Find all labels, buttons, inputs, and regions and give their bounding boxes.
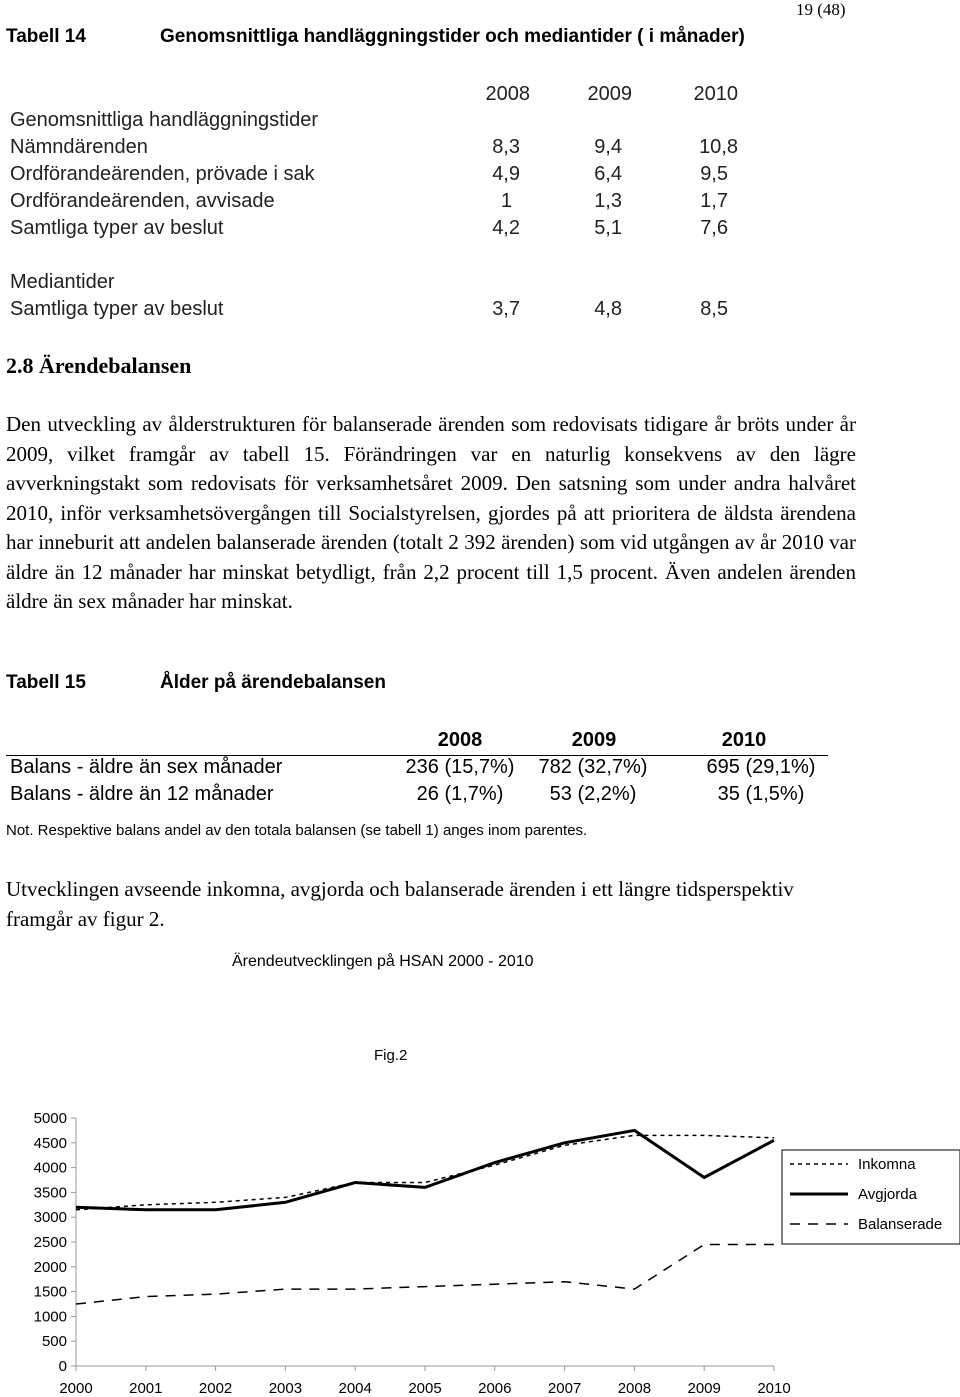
- row-label: Balans - äldre än sex månader: [10, 756, 283, 778]
- cell: 1,7: [700, 190, 728, 212]
- table14-section-title: Mediantider: [10, 271, 115, 293]
- row-label: Samtliga typer av beslut: [10, 217, 224, 239]
- cell: 53 (2,2%): [549, 783, 637, 805]
- y-tick-label: 4000: [33, 1159, 67, 1177]
- table15-title: Ålder på ärendebalansen: [160, 672, 386, 693]
- cell: 6,4: [594, 163, 622, 185]
- x-tick-label: 2010: [757, 1380, 791, 1397]
- chart-subtitle: Fig.2: [374, 1047, 408, 1064]
- table14-label: Tabell 14: [6, 26, 86, 47]
- table14-year-2008: 2008: [485, 83, 530, 105]
- cell: 4,9: [492, 163, 520, 185]
- x-tick-label: 2005: [408, 1380, 442, 1397]
- table14-section-title: Genomsnittliga handläggningstider: [10, 109, 318, 131]
- cell: 7,6: [700, 217, 728, 239]
- chart-axes: [34, 1110, 791, 1397]
- x-tick-label: 2006: [478, 1380, 512, 1397]
- x-tick-label: 2008: [617, 1380, 652, 1397]
- y-tick-label: 1500: [33, 1283, 67, 1301]
- row-label: Nämndärenden: [10, 136, 148, 158]
- x-tick-label: 2003: [268, 1380, 303, 1397]
- cell: 26 (1,7%): [416, 783, 504, 805]
- y-tick-label: 500: [41, 1333, 67, 1351]
- cell: 9,4: [594, 136, 622, 158]
- body-paragraph: [6, 875, 826, 934]
- legend-label: Inkomna: [858, 1156, 916, 1173]
- legend-label: Avgjorda: [858, 1186, 917, 1203]
- table14-year-2009: 2009: [587, 83, 632, 105]
- chart-title: Ärendeutvecklingen på HSAN 2000 - 2010: [232, 953, 534, 970]
- cell: 3,7: [492, 298, 520, 320]
- y-tick-label: 5000: [33, 1110, 67, 1127]
- series-line-balanserade: [76, 1245, 774, 1305]
- paragraph-text: Utvecklingen avseende inkomna, avgjorda och balanserade ärenden i ett längre tidsperspektiv framgår av figur 2.: [6, 877, 794, 931]
- cell: 8,5: [700, 298, 728, 320]
- series-line-avgjorda: [76, 1130, 774, 1209]
- cell: 8,3: [492, 136, 520, 158]
- y-tick-label: 3500: [33, 1184, 67, 1202]
- table15-note: Not. Respektive balans andel av den totala balansen (se tabell 1) anges inom parentes.: [6, 822, 588, 839]
- x-tick-label: 2000: [59, 1380, 93, 1397]
- row-label: Ordförandeärenden, avvisade: [10, 190, 275, 212]
- table15-label: Tabell 15: [6, 672, 86, 693]
- y-tick-label: 1000: [33, 1308, 67, 1326]
- chart-series: [76, 1130, 774, 1304]
- cell: 35 (1,5%): [717, 783, 805, 805]
- page-number: 19 (48): [796, 0, 846, 19]
- y-tick-label: 3000: [33, 1209, 67, 1227]
- body-paragraph: [6, 410, 856, 617]
- table15-year-2009: 2009: [571, 729, 617, 751]
- cell: 5,1: [594, 217, 622, 239]
- cell: 9,5: [700, 163, 728, 185]
- paragraph-text: Den utveckling av ålderstrukturen för balanserade ärenden som redovisats tidigare år bröts under år 2009, vilket framgår av tabell 15. Förändringen var en naturlig konsekvens av den lägre avverkningstakt som redovisats för verksamhetsåret 2009. Den satsning som under andra halvåret 2010, inför verksamhetsövergången till Socialstyrelsen, gjordes på att prioritera de äldsta ärendena har inneburit att andelen balanserade ärenden (totalt 2 392 ärenden) som vid utgången av år 2010 var äldre än 12 månader har minskat betydligt, från 2,2 procent till 1,5 procent. Även andelen ärenden äldre än sex månader har minskat.: [6, 412, 856, 613]
- table15-year-2008: 2008: [437, 729, 483, 751]
- cell: 4,8: [594, 298, 622, 320]
- chart-legend: [782, 1150, 960, 1244]
- y-tick-label: 2000: [33, 1258, 67, 1276]
- table14-year-2010: 2010: [693, 83, 738, 105]
- row-label: Balans - äldre än 12 månader: [10, 783, 274, 805]
- cell: 782 (32,7%): [538, 756, 648, 778]
- row-label: Ordförandeärenden, prövade i sak: [10, 163, 315, 185]
- y-tick-label: 2500: [33, 1234, 67, 1251]
- series-line-inkomna: [76, 1135, 774, 1209]
- x-tick-label: 2002: [198, 1380, 233, 1397]
- y-tick-label: 0: [58, 1358, 67, 1375]
- y-tick-label: 4500: [33, 1134, 67, 1152]
- cell: 4,2: [492, 217, 520, 239]
- x-tick-label: 2009: [687, 1380, 721, 1397]
- table15-year-2010: 2010: [721, 729, 767, 751]
- x-tick-label: 2001: [129, 1380, 163, 1397]
- cell: 695 (29,1%): [706, 756, 816, 778]
- legend-label: Balanserade: [858, 1216, 943, 1233]
- section-heading: 2.8 Ärendebalansen: [6, 353, 192, 378]
- x-tick-label: 2007: [547, 1380, 582, 1397]
- cell: 1,3: [594, 190, 622, 212]
- cell: 10,8: [699, 136, 738, 158]
- line-chart: [0, 1100, 960, 1397]
- row-label: Samtliga typer av beslut: [10, 298, 224, 320]
- cell: 1: [500, 190, 512, 212]
- cell: 236 (15,7%): [405, 756, 515, 778]
- x-tick-label: 2004: [338, 1380, 372, 1397]
- table14-title: Genomsnittliga handläggningstider och mediantider ( i månader): [160, 26, 745, 47]
